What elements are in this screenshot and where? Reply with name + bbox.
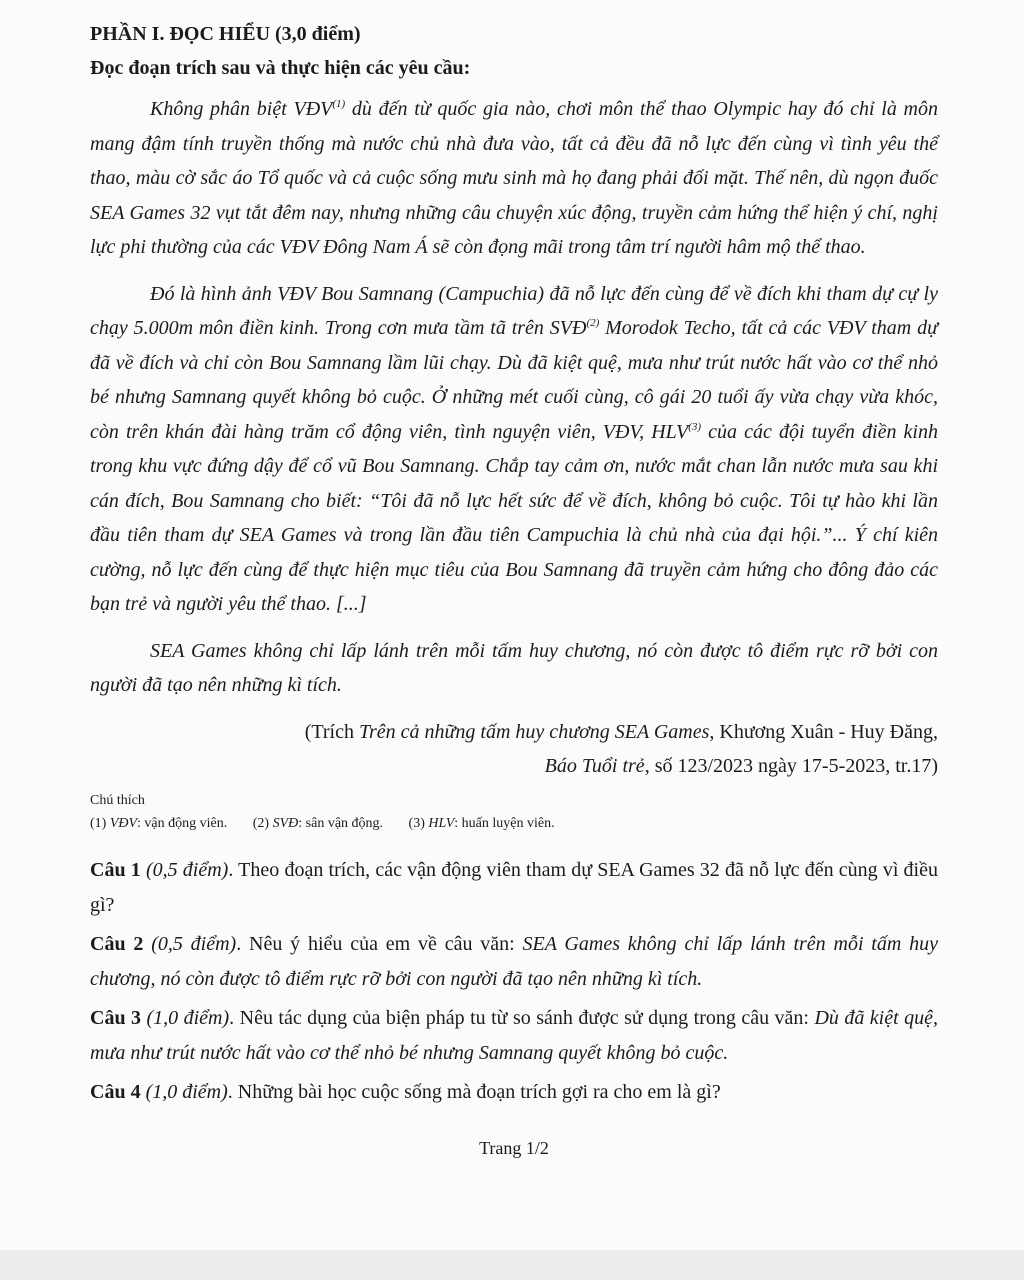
- section-title: PHẦN I. ĐỌC HIỂU (3,0 điểm): [90, 23, 361, 45]
- citation-paper: Báo Tuổi trẻ: [544, 754, 645, 777]
- notes-list: [90, 813, 938, 835]
- citation-authors: , Khương Xuân - Huy Đăng,: [709, 720, 938, 743]
- footnote-ref-1: (1): [332, 98, 346, 110]
- question-text: . Những bài học cuộc sống mà đoạn trích gợi ra cho em là gì?: [227, 1080, 721, 1103]
- question-text: . Theo đoạn trích, các vận động viên tham dự SEA Games 32 đã nỗ lực đến cùng vì điều gì?: [90, 858, 938, 916]
- note-term: SVĐ: [272, 815, 299, 831]
- question-points: (1,0 điểm): [146, 1006, 230, 1029]
- note-term: VĐV: [109, 815, 138, 831]
- question-points: (0,5 điểm): [145, 858, 229, 881]
- citation-line-2: [90, 749, 938, 783]
- note-definition: : huấn luyện viên.: [454, 815, 555, 831]
- question-1: [90, 853, 938, 923]
- passage-text: dù đến từ quốc gia nào, chơi môn thể thao Olympic hay đó chỉ là môn mang đậm tính truyền thống mà nước chủ nhà đưa vào, tất cả đều đã nỗ lực đến cùng vì tình yêu thể thao, màu cờ sắc áo Tổ quốc và cả cuộc sống mưu sinh mà họ đang phải đối mặt. Thế nên, dù ngọn đuốc SEA Games 32 vụt tắt đêm nay, nhưng những câu chuyện xúc động, truyền cảm hứng thể hiện ý chí, nghị lực phi thường của các VĐV Đông Nam Á sẽ còn đọng mãi trong tâm trí người hâm mộ thể thao.: [90, 98, 938, 258]
- question-3: [90, 1001, 938, 1071]
- passage-text: Đó là hình ảnh VĐV Bou Samnang (Campuchia) đã nỗ lực đến cùng để về đích khi tham dự cự ly chạy 5.000m môn điền kinh. Trong cơn mưa tầm tã trên SVĐ: [90, 282, 938, 339]
- question-label: Câu 1: [90, 858, 141, 881]
- question-quote: Dù đã kiệt quệ, mưa như trút nước hất vào cơ thể nhỏ bé nhưng Samnang quyết không bỏ cuộc.: [90, 1006, 939, 1064]
- passage-paragraph-3: SEA Games không chỉ lấp lánh trên mỗi tấm huy chương, nó còn được tô điểm rực rỡ bởi con người đã tạo nên những kì tích.: [90, 639, 938, 696]
- note-number: (2): [252, 815, 273, 831]
- passage-text: Morodok Techo, tất cả các VĐV tham dự đã về đích và chỉ còn Bou Samnang lầm lũi chạy. Dù đã kiệt quệ, mưa như trút nước hất vào cơ thể nhỏ bé nhưng Samnang quyết không bỏ cuộc. Ở những mét cuối cùng, cô gái 20 tuổi ấy vừa chạy vừa khóc, còn trên khán đài hàng trăm cổ động viên, tình nguyện viên, VĐV, HLV: [90, 317, 939, 443]
- passage-text: Không phân biệt VĐV: [150, 98, 333, 120]
- question-text: . Nêu tác dụng của biện pháp tu từ so sánh được sử dụng trong câu văn:: [229, 1006, 815, 1029]
- note-3: [409, 816, 555, 831]
- question-2: [90, 927, 938, 997]
- note-term: HLV: [428, 815, 455, 831]
- note-1: [90, 816, 227, 831]
- citation-issue: , số 123/2023 ngày 17-5-2023, tr.17): [644, 754, 938, 777]
- footnote-ref-3: (3): [688, 420, 702, 433]
- instruction: Đọc đoạn trích sau và thực hiện các yêu cầu:: [90, 57, 471, 79]
- citation-line-1: [90, 715, 938, 749]
- page-number: Trang 1/2: [479, 1137, 549, 1158]
- note-definition: : vận động viên.: [137, 815, 228, 831]
- passage-paragraph-1: [90, 92, 938, 265]
- question-4: [90, 1075, 938, 1110]
- passage-paragraph-2: [90, 277, 938, 622]
- note-number: (3): [408, 815, 429, 831]
- question-quote: SEA Games không chỉ lấp lánh trên mỗi tấm huy chương, nó còn được tô điểm rực rỡ bởi con người đã tạo nên những kì tích.: [90, 932, 938, 990]
- notes-title: Chú thích: [90, 792, 145, 808]
- citation: [90, 715, 938, 783]
- footnote-ref-2: (2): [586, 317, 600, 329]
- question-text: . Nêu ý hiểu của em về câu văn:: [236, 932, 523, 955]
- passage-text: của các đội tuyển điền kinh trong khu vực đứng dậy để cổ vũ Bou Samnang. Chắp tay cảm ơn, nước mắt chan lẫn nước mưa sau khi cán đích, Bou Samnang cho biết: “Tôi đã nỗ lực hết sức để về đích, không bỏ cuộc. Tôi tự hào khi lần đầu tiên tham dự SEA Games và trong lần đầu tiên Campuchia là chủ nhà của đại hội.”... Ý chí kiên cường, nỗ lực đến cùng để thực hiện mục tiêu của Bou Samnang đã truyền cảm hứng cho đông đảo các bạn trẻ và người yêu thể thao. [...]: [90, 420, 938, 615]
- question-label: Câu 3: [90, 1006, 142, 1029]
- question-label: Câu 4: [90, 1080, 141, 1103]
- citation-title: Trên cả những tấm huy chương SEA Games: [358, 720, 710, 743]
- question-label: Câu 2: [90, 932, 144, 955]
- note-definition: : sân vận động.: [298, 815, 384, 831]
- citation-text: (Trích: [304, 720, 359, 743]
- note-2: [253, 816, 383, 831]
- question-points: (0,5 điểm): [151, 932, 237, 955]
- question-points: (1,0 điểm): [145, 1080, 228, 1103]
- note-number: (1): [90, 815, 110, 831]
